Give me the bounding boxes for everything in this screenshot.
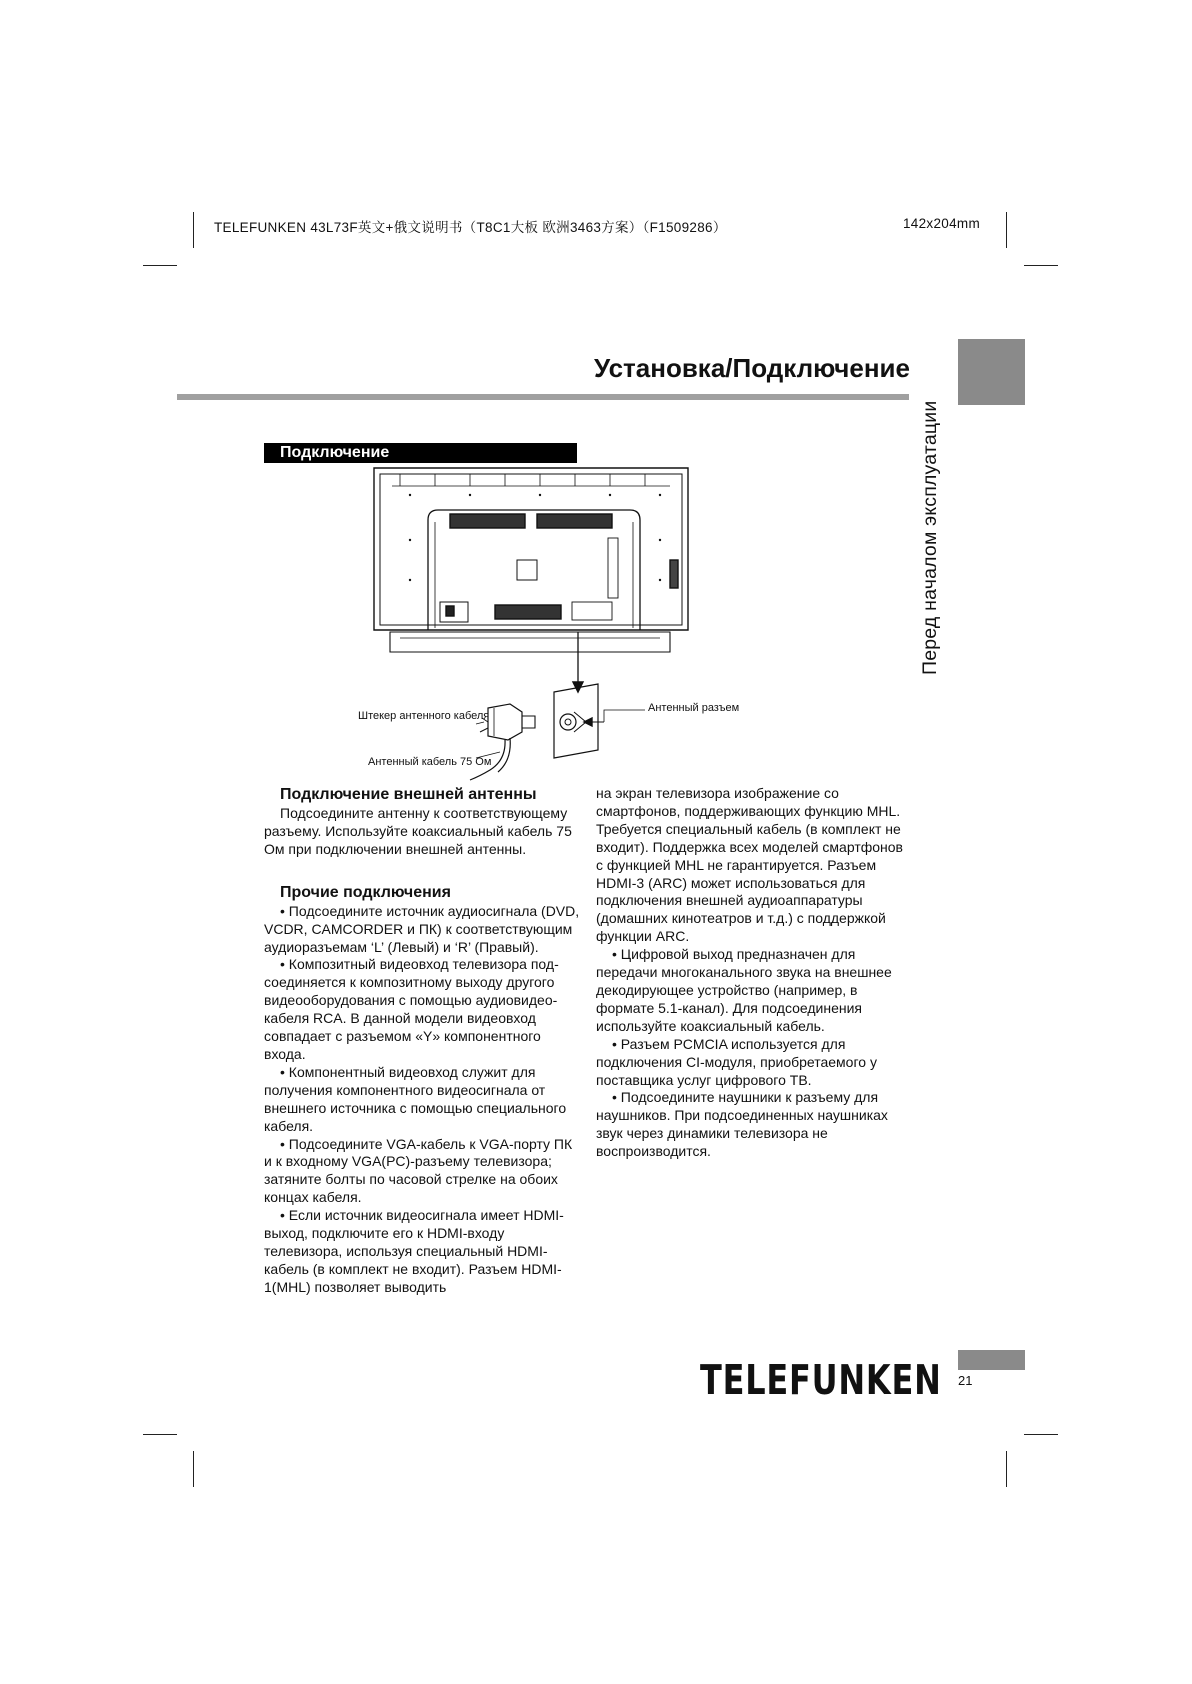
crop-mark [1006,212,1007,248]
right-column [596,785,912,1161]
other-connections-heading: Прочие подключения [280,883,451,901]
bullet-composite: • Композитный видеовход телевизора подсоединяется к композитному выходу другого видеооборудования с помощью аудиовидеокабеля RCA. В данной модели видеовход совпадает с разъемом «Y» компонентного входа. [264,956,559,1062]
print-header-doc-info: TELEFUNKEN 43L73F英文+俄文说明书（T8C1大板 欧洲3463方案）（F1509286） [214,220,727,235]
crop-mark [143,1434,177,1435]
page-number: 21 [958,1373,973,1388]
side-tab-marker [958,339,1025,405]
bullet-audio: • Подсоедините источник аудиосигнала (DVD, VCDR, CAMCORDER и ПК) к соответствующим аудиоразъемам ‘L’ (Левый) и ‘R’ (Правый). [264,902,580,955]
tv-connection-diagram [340,460,770,785]
bullet-headphones: • Подсоедините наушники к разъему для наушников. При подсоединенных наушниках звук через динамики телевизора не воспроизводится. [596,1089,888,1160]
crop-mark [193,212,194,248]
crop-mark [1006,1451,1007,1487]
telefunken-logo: TELEFUNKEN [700,1356,942,1404]
bullet-vga: • Подсоедините VGA-кабель к VGA-порту ПК и к входному VGA(PC)-разъему телевизора; затяните болты по часовой стрелке на обоих концах кабеля. [264,1135,573,1206]
antenna-paragraph: Подсоедините антенну к соответствующему разъему. Используйте коаксиальный кабель 75 Ом при подключении внешней антенны. [264,805,572,857]
bullet-digital-out: • Цифровой выход предназначен для передачи многоканального звука на внешнее декодирующее устройство (например, в формате 5.1-канал). Для подсоединения используйте коаксиальный кабель. [596,946,892,1034]
antenna-cable-label: Антенный кабель 75 Ом [368,756,492,768]
left-column [264,785,580,1297]
print-header-size: 142x204mm [903,216,980,231]
crop-mark [1024,1434,1058,1435]
antenna-heading: Подключение внешней антенны [280,786,537,803]
antenna-plug-label: Штекер антенного кабеля [358,710,490,722]
antenna-socket-label: Антенный разъем [648,702,740,714]
bullet-hdmi: • Если источник видеосигнала имеет HDMI-выход, подключите его к HDMI-входу телевизора, используя специальный HDMI-кабель (в комплект не входит). Разъем HDMI-1(MHL) позволяет выводить [264,1207,564,1295]
crop-mark [193,1451,194,1487]
tv-rear-illustration [340,460,770,785]
side-tab-label: Перед началом эксплуатации [919,400,941,675]
page-title: Установка/Подключение [594,353,910,383]
connection-header-label: Подключение [280,444,390,461]
crop-mark [143,265,177,266]
bullet-pcmcia: • Разъем PCMCIA используется для подключения CI-модуля, приобретаемого у поставщика услуг цифрового ТВ. [596,1035,877,1088]
crop-mark [1024,265,1058,266]
page-number-marker [958,1350,1025,1370]
title-divider [177,394,909,400]
hdmi-continuation: на экран телевизора изображение со смартфонов, поддерживающих функцию MHL. Требуется специальный кабель (в комплект не входит). Поддержка всех моделей смартфонов с функцией MHL не гарантируется. Разъем HDMI-3 (ARC) может использоваться для подключения внешней аудиоаппаратуры (домашних кинотеатров и т.д.) с поддержкой функции ARC. [596,785,903,945]
bullet-component: • Компонентный видеовход служит для получения компонентного видеосигнала от внешнего источника с помощью специального кабеля. [264,1063,567,1134]
